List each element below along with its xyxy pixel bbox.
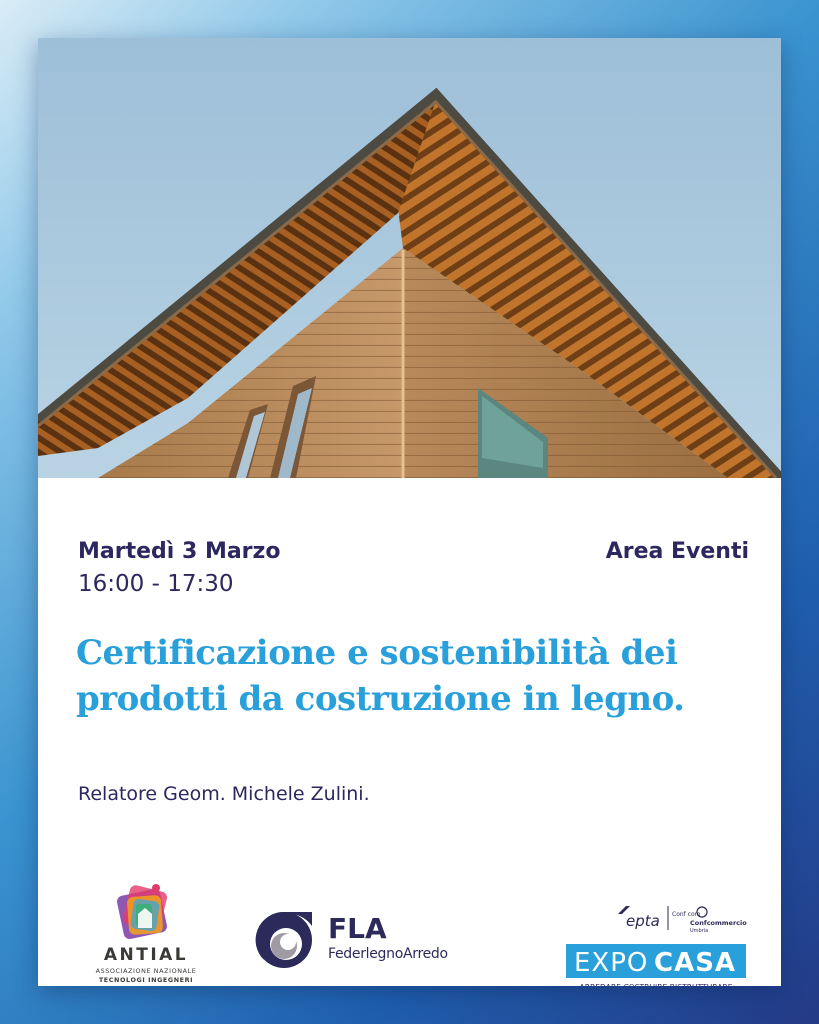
wooden-house-photo (38, 38, 781, 478)
event-title (76, 630, 756, 722)
confcom-text: Conf com (672, 911, 701, 918)
event-date: Martedì 3 Marzo (78, 539, 281, 564)
casa-text: CASA (654, 948, 737, 978)
event-title-line-2: prodotti da costruzione in legno. (76, 679, 685, 719)
expo-text: EXPO (574, 948, 649, 978)
antial-logo (86, 878, 206, 993)
expocasa-logo (560, 896, 760, 992)
event-info (38, 478, 781, 993)
event-speaker: Relatore Geom. Michele Zulini. (78, 783, 370, 805)
antial-line-3: ARCHITETTI DEL LEGNO (97, 985, 195, 993)
fla-name: FederlegnoArredo (328, 946, 448, 962)
antial-line-2: TECNOLOGI INGEGNERI (98, 976, 194, 984)
fla-mark-text: FLA (328, 912, 387, 945)
event-time: 16:00 - 17:30 (78, 571, 234, 597)
fla-logo (252, 898, 482, 978)
confcommercio-text: Confcommercio (690, 919, 747, 927)
umbria-text: Umbria (690, 928, 709, 934)
antial-line-1: ASSOCIAZIONE NAZIONALE (95, 967, 197, 975)
expocasa-tagline: ARREDARE COSTRUIRE RISTRUTTURARE (579, 983, 733, 992)
epta-text: epta (626, 912, 660, 930)
fla-mark-icon (256, 912, 312, 968)
event-location: Area Eventi (605, 539, 749, 564)
antial-name: ANTIAL (103, 945, 189, 965)
event-card (38, 38, 781, 993)
event-title-line-1: Certificazione e sostenibilità dei (76, 633, 678, 673)
